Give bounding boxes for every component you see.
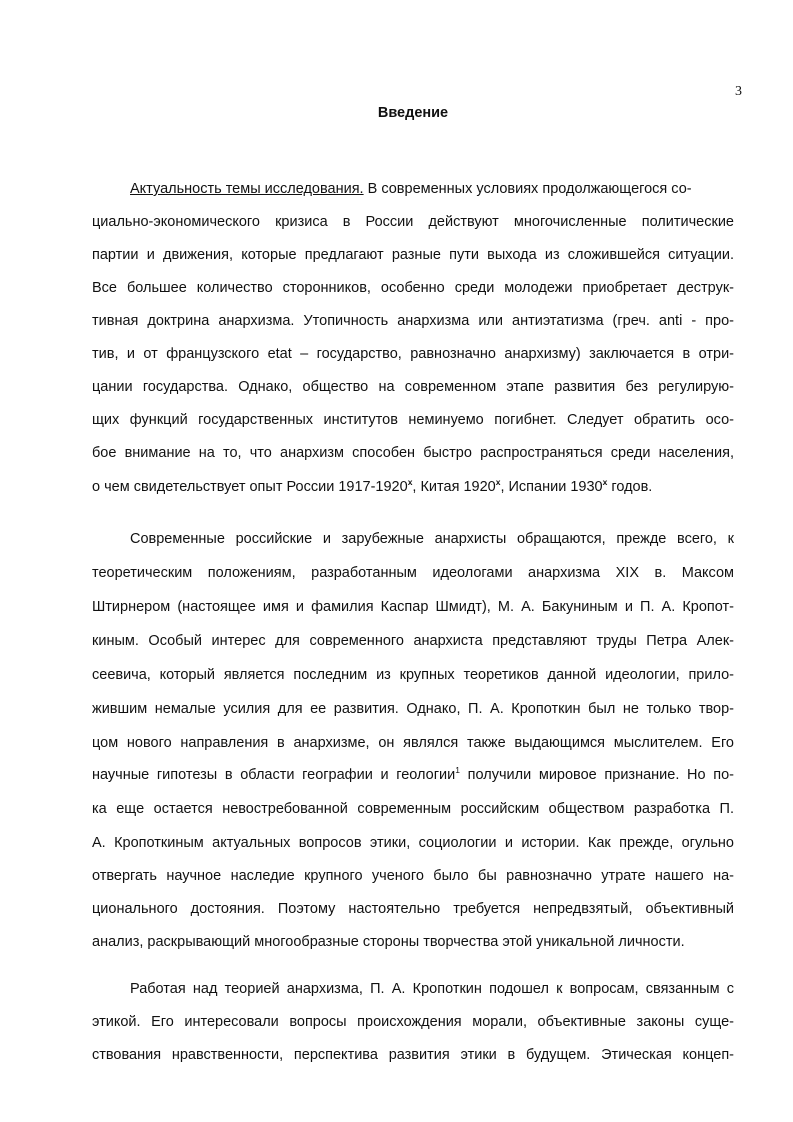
p3-line-3: ствования нравственности, перспектива развития этики в будущем. Этическая концеп- (92, 1047, 734, 1063)
p2-line-2: теоретическим положениям, разработанным идеологами анархизма XIX в. Максом (92, 565, 734, 581)
p2-line-10: А. Кропоткиным актуальных вопросов этики, социологии и истории. Как прежде, огульно (92, 835, 734, 851)
p1-line-10: о чем свидетельствует опыт России 1917-1920$^x$, Китая 1920$^x$, Испании 1930$^x$ годов. (92, 477, 653, 495)
p3-line-1: Работая над теорией анархизма, П. А. Кропоткин подошел к вопросам, связанным с (130, 981, 734, 997)
p1-line-1: Актуальность темы исследования. В современных условиях продолжающегося со- (130, 181, 692, 197)
page-number: 3 (735, 84, 742, 99)
p2-line-4: киным. Особый интерес для современного анархиста представляют труды Петра Алек- (92, 633, 734, 649)
p2-line-6: жившим немалые усилия для ее развития. Однако, П. А. Кропоткин был не только твор- (92, 701, 734, 717)
p1-line-7: цании государства. Однако, общество на современном этапе развития без регулирую- (92, 379, 734, 395)
p2-line-8: научные гипотезы в области географии и геологии$^1$ получили мировое признание. Но по- (92, 765, 734, 783)
p3-line-2: этикой. Его интересовали вопросы происхождения морали, объективные законы суще- (92, 1014, 734, 1030)
p2-line-12: ционального достояния. Поэтому настоятельно требуется непредвзятый, объективный (92, 901, 734, 917)
p2-line-1: Современные российские и зарубежные анархисты обращаются, прежде всего, к (130, 531, 734, 547)
p1-line-2: циально-экономического кризиса в России действуют многочисленные политические (92, 214, 734, 230)
footnote-mark: x (602, 477, 608, 488)
p2-line-7: цом нового направления в анархизме, он являлся также выдающимся мыслителем. Его (92, 735, 734, 751)
p2-line-9: ка еще остается невостребованной современным российским обществом разработка П. (92, 801, 734, 817)
p1-line-6: тив, и от французского etat – государство, равнозначно анархизму) заключается в отри- (92, 346, 734, 362)
p1-line-5: тивная доктрина анархизма. Утопичность анархизма или антиэтатизма (греч. anti - про- (92, 313, 734, 329)
p1-line-4: Все большее количество сторонников, особенно среди молодежи приобретает деструк- (92, 280, 734, 296)
p2-line-13: анализ, раскрывающий многообразные стороны творчества этой уникальной личности. (92, 934, 685, 950)
relevance-label: Актуальность темы исследования. (130, 181, 364, 197)
p1-line-8: щих функций государственных институтов неминуемо погибнет. Следует обратить осо- (92, 412, 734, 428)
p1-line-3: партии и движения, которые предлагают разные пути выхода из сложившейся ситуации. (92, 247, 734, 263)
footnote-mark: x (495, 477, 501, 488)
p1-line-9: бое внимание на то, что анархизм способен быстро распространяться среди населения, (92, 445, 734, 461)
section-heading: Введение (377, 105, 449, 121)
p2-line-11: отвергать научное наследие крупного ученого было бы равнозначно утрате нашего на- (92, 868, 734, 884)
p2-line-5: сеевича, который является последним из крупных теоретиков данной идеологии, прило- (92, 667, 734, 683)
footnote-ref-1: 1 (455, 765, 460, 776)
footnote-mark: x (407, 477, 413, 488)
p2-line-3: Штирнером (настоящее имя и фамилия Каспар Шмидт), М. А. Бакуниным и П. А. Кропот- (92, 599, 734, 615)
